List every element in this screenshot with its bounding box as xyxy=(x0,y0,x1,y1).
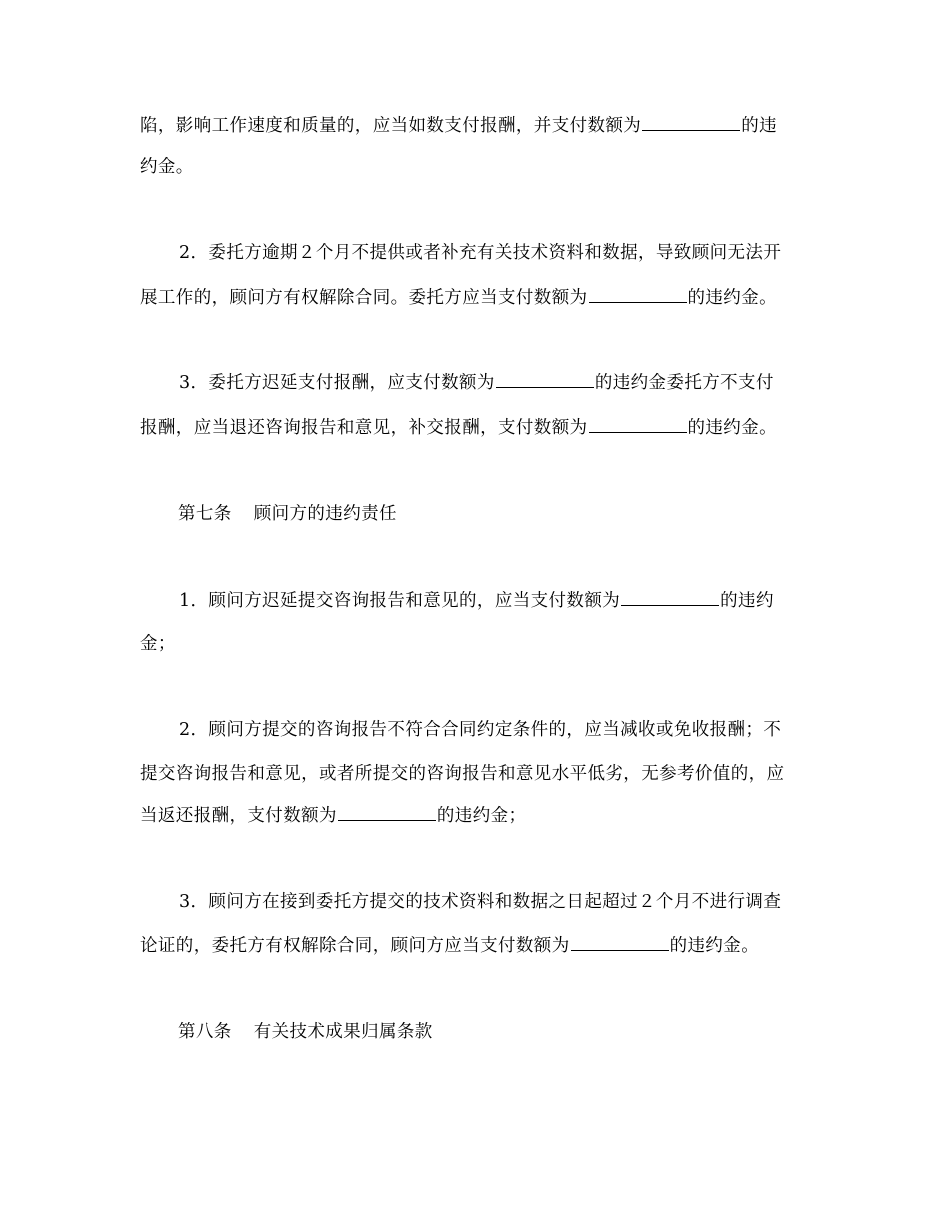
article-title: 有关技术成果归属条款 xyxy=(253,1022,433,1042)
text-segment: 的违约金； xyxy=(436,806,527,826)
paragraph-line xyxy=(179,718,781,742)
blank-field xyxy=(621,589,719,606)
blank-field xyxy=(589,286,687,303)
text-segment: 的违约金。 xyxy=(687,418,777,438)
text-segment: 约金。 xyxy=(140,157,194,177)
text-segment: 金； xyxy=(140,634,176,654)
article-heading xyxy=(178,1020,433,1044)
blank-field xyxy=(496,371,594,388)
blank-field xyxy=(571,934,669,951)
text-segment: 陷，影响工作速度和质量的，应当如数支付报酬，并支付数额为 xyxy=(140,116,642,136)
paragraph-line xyxy=(140,155,194,179)
paragraph-line xyxy=(179,890,781,914)
article-title: 顾问方的违约责任 xyxy=(253,504,397,524)
text-segment: 论证的，委托方有权解除合同，顾问方应当支付数额为 xyxy=(140,936,570,956)
text-segment: 的违约金。 xyxy=(669,936,760,956)
text-segment: 3．委托方迟延支付报酬，应支付数额为 xyxy=(179,373,495,393)
blank-field xyxy=(642,114,740,131)
paragraph-line xyxy=(140,416,777,440)
paragraph-line xyxy=(140,804,526,828)
text-segment: 报酬，应当退还咨询报告和意见，补交报酬，支付数额为 xyxy=(140,418,588,438)
text-segment: 1．顾问方迟延提交咨询报告和意见的，应当支付数额为 xyxy=(179,591,621,611)
text-segment: 的违约 xyxy=(720,591,774,611)
text-segment: 的违约金。 xyxy=(687,288,777,308)
paragraph-line xyxy=(140,934,759,958)
paragraph-line xyxy=(179,371,774,395)
text-segment: 当返还报酬，支付数额为 xyxy=(140,806,337,826)
paragraph-line xyxy=(179,589,774,613)
text-segment: 2．委托方逾期２个月不提供或者补充有关技术资料和数据，导致顾问无法开 xyxy=(179,243,782,263)
text-segment: 提交咨询报告和意见，或者所提交的咨询报告和意见水平低劣，无参考价值的，应 xyxy=(140,764,785,784)
text-segment: 的违 xyxy=(741,116,778,136)
blank-field xyxy=(338,804,436,821)
blank-field xyxy=(589,416,687,433)
article-heading xyxy=(178,502,397,526)
article-number: 第七条 xyxy=(178,504,232,524)
paragraph-line xyxy=(140,114,777,138)
article-number: 第八条 xyxy=(178,1022,232,1042)
paragraph-line xyxy=(140,632,176,656)
text-segment: 2．顾问方提交的咨询报告不符合合同约定条件的，应当减收或免收报酬；不 xyxy=(179,720,782,740)
paragraph-line xyxy=(179,241,781,265)
text-segment: 展工作的，顾问方有权解除合同。委托方应当支付数额为 xyxy=(140,288,588,308)
paragraph-line xyxy=(140,762,784,786)
text-segment: 3．顾问方在接到委托方提交的技术资料和数据之日起超过２个月不进行调查 xyxy=(179,892,782,912)
paragraph-line xyxy=(140,286,777,310)
text-segment: 的违约金委托方不支付 xyxy=(594,373,774,393)
